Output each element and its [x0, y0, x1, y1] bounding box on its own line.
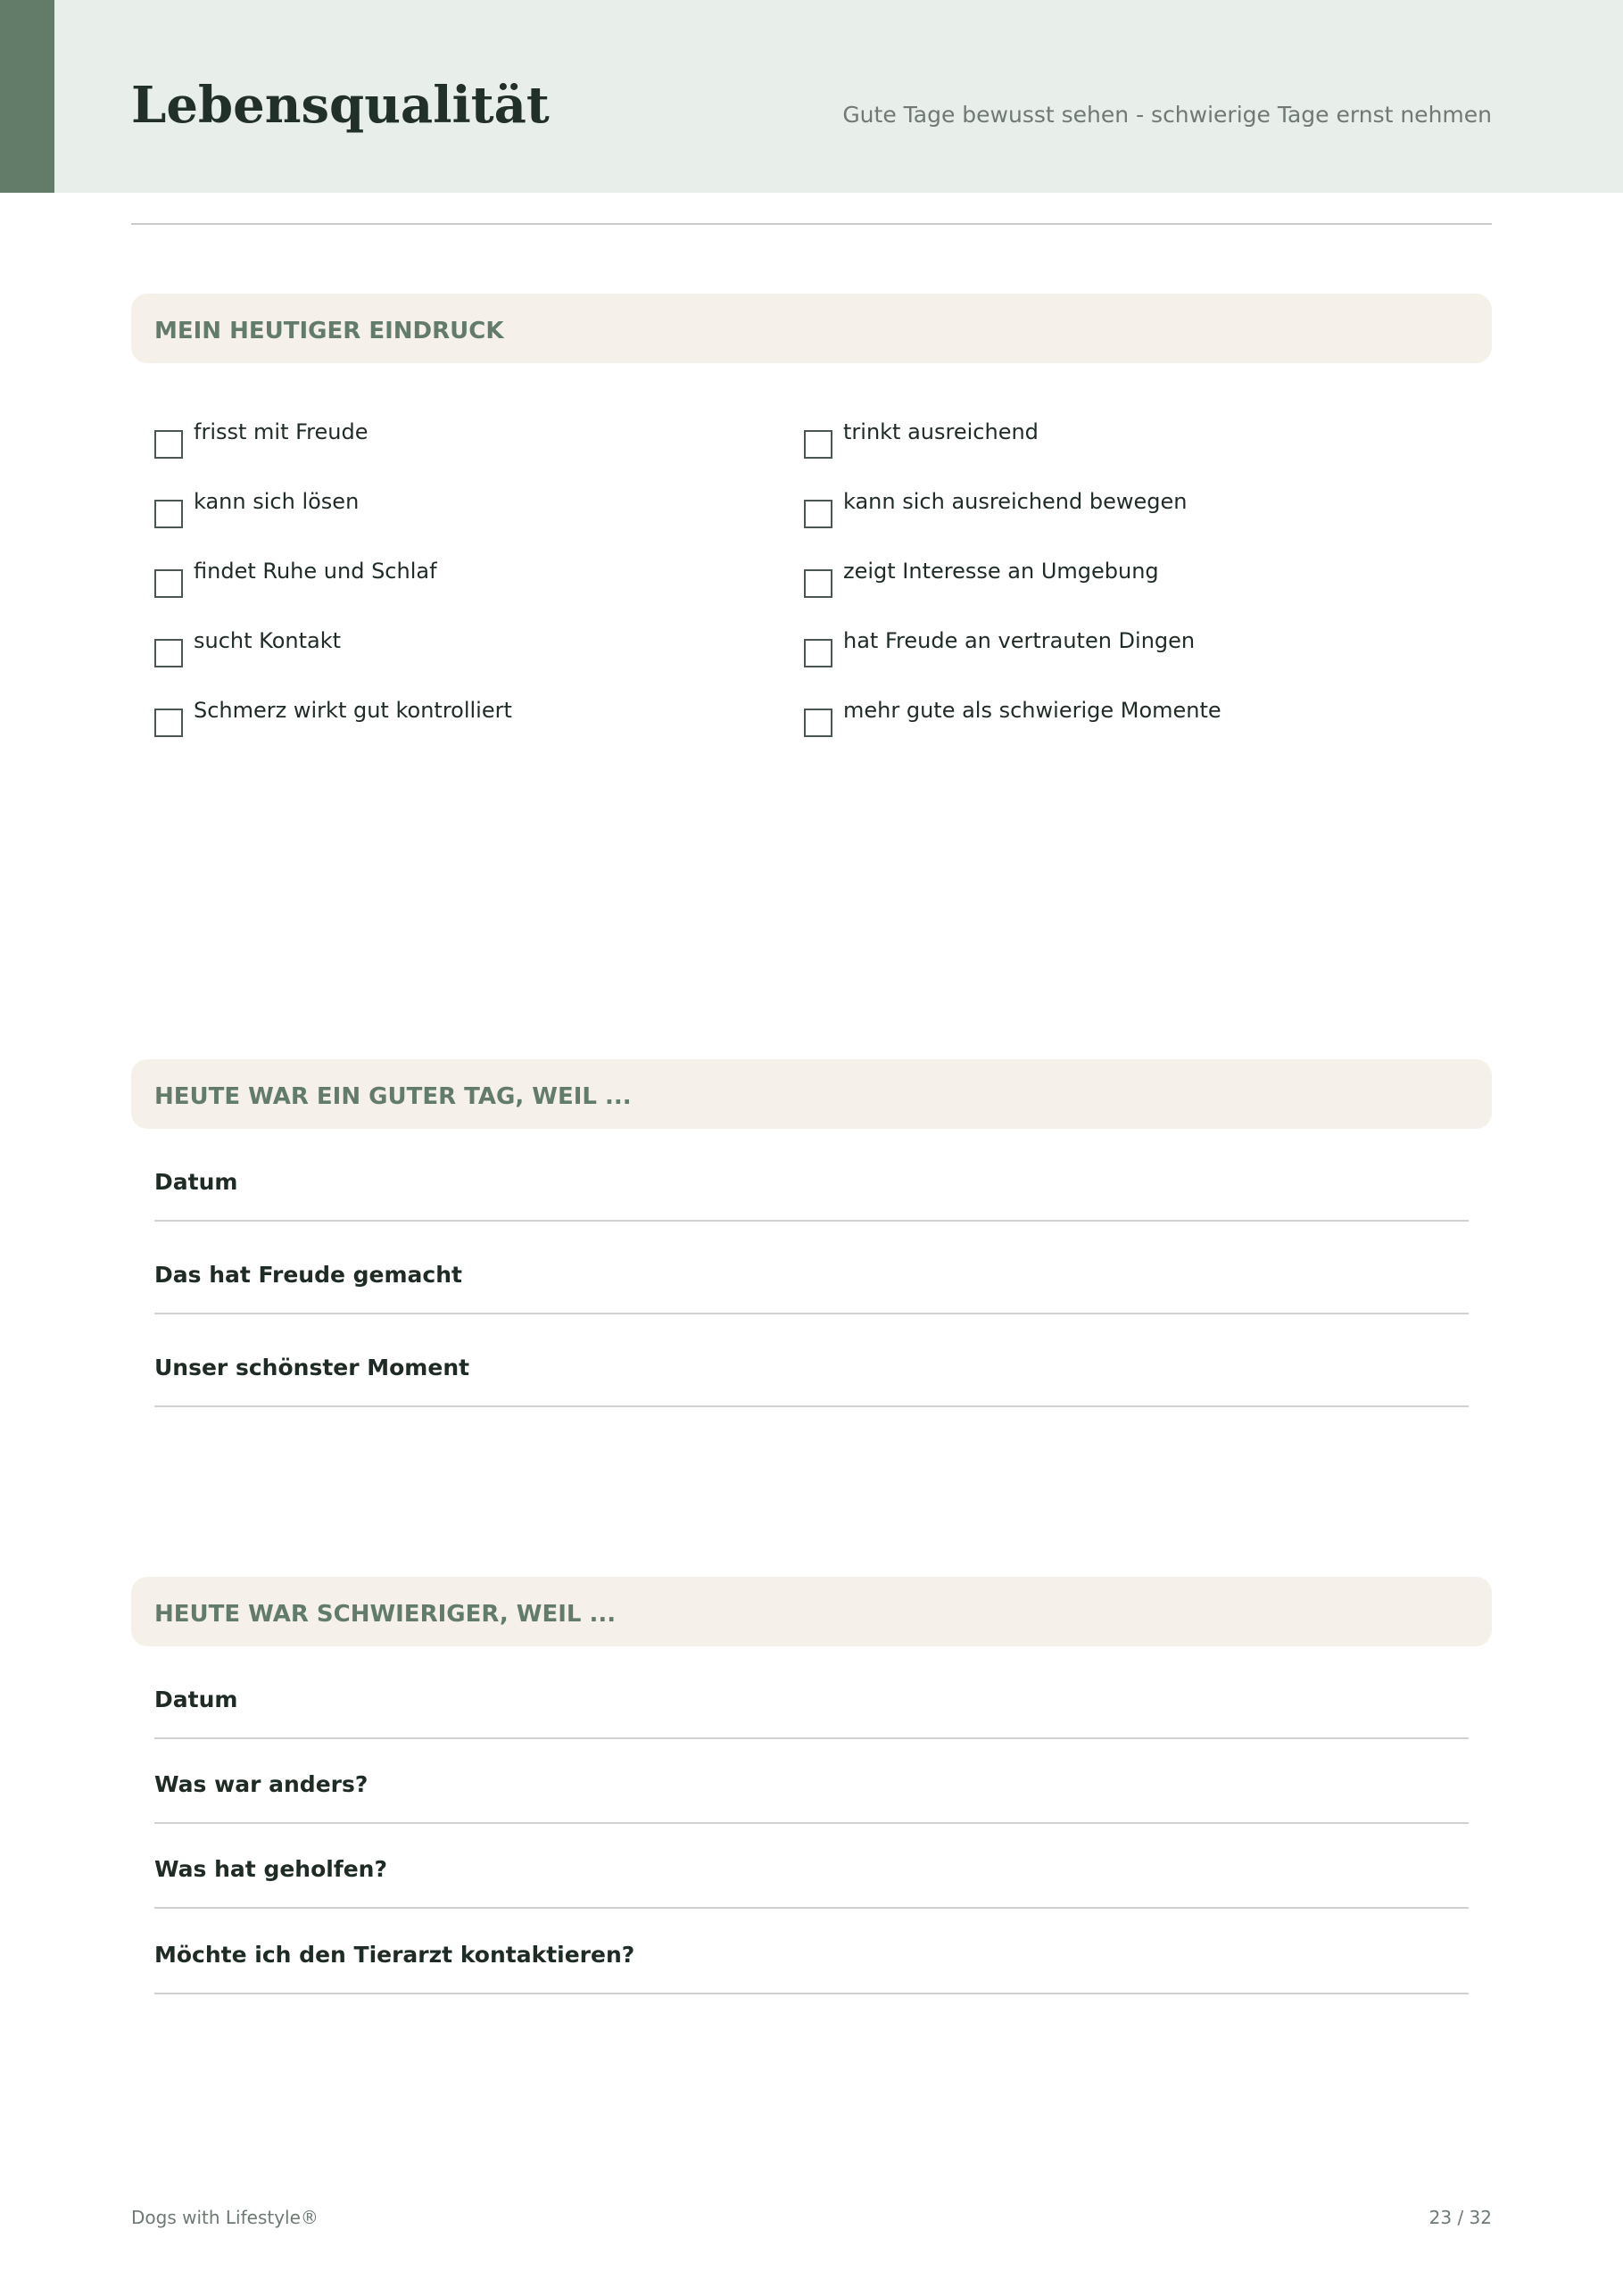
checkbox[interactable]: [804, 709, 832, 737]
checklist-item-label: zeigt Interesse an Umgebung: [843, 559, 1159, 584]
page-subtitle: Gute Tage bewusst sehen - schwierige Tage ernst nehmen: [842, 102, 1492, 128]
checklist-item-label: findet Ruhe und Schlaf: [194, 559, 437, 584]
header-accent-bar: [0, 0, 54, 193]
checkbox[interactable]: [154, 569, 183, 598]
field-label: Möchte ich den Tierarzt kontaktieren?: [154, 1942, 635, 1968]
checklist-item-label: Schmerz wirkt gut kontrolliert: [194, 698, 512, 723]
page-number: 23 / 32: [1428, 2207, 1492, 2228]
checklist-item-label: kann sich lösen: [194, 489, 360, 514]
field-label: Was hat geholfen?: [154, 1856, 387, 1882]
checkbox[interactable]: [804, 500, 832, 528]
checkbox[interactable]: [804, 569, 832, 598]
date-field[interactable]: [154, 1686, 1469, 1739]
joy-field[interactable]: [154, 1261, 1469, 1314]
section-header-good-day: [131, 1059, 1492, 1129]
checklist-item-label: kann sich ausreichend bewegen: [843, 489, 1188, 514]
checkbox[interactable]: [154, 639, 183, 667]
what-helped-field[interactable]: [154, 1855, 1469, 1909]
checklist-item-label: trinkt ausreichend: [843, 419, 1039, 444]
contact-vet-field[interactable]: [154, 1941, 1469, 1994]
page-title: Lebensqualität: [131, 76, 550, 135]
section-header-hard-day: [131, 1577, 1492, 1646]
checkbox[interactable]: [804, 639, 832, 667]
section-title: HEUTE WAR EIN GUTER TAG, WEIL ...: [154, 1083, 632, 1110]
page-header: [0, 0, 1623, 193]
checklist-item-label: frisst mit Freude: [194, 419, 368, 444]
checklist-item-label: hat Freude an vertrauten Dingen: [843, 628, 1196, 653]
field-label: Das hat Freude gemacht: [154, 1262, 462, 1288]
footer-brand: Dogs with Lifestyle®: [131, 2207, 319, 2228]
date-field[interactable]: [154, 1168, 1469, 1222]
section-title: HEUTE WAR SCHWIERIGER, WEIL ...: [154, 1601, 617, 1628]
checklist-item-label: sucht Kontakt: [194, 628, 342, 653]
section-header-impression: [131, 294, 1492, 363]
field-label: Datum: [154, 1169, 238, 1195]
section-title: MEIN HEUTIGER EINDRUCK: [154, 318, 504, 344]
field-label: Unser schönster Moment: [154, 1355, 470, 1380]
checkbox[interactable]: [154, 709, 183, 737]
best-moment-field[interactable]: [154, 1354, 1469, 1407]
checkbox[interactable]: [154, 430, 183, 459]
field-label: Was war anders?: [154, 1771, 368, 1797]
checkbox[interactable]: [154, 500, 183, 528]
checkbox[interactable]: [804, 430, 832, 459]
checklist-item-label: mehr gute als schwierige Momente: [843, 698, 1221, 723]
header-divider: [131, 223, 1492, 225]
field-label: Datum: [154, 1687, 238, 1712]
what-was-different-field[interactable]: [154, 1770, 1469, 1824]
